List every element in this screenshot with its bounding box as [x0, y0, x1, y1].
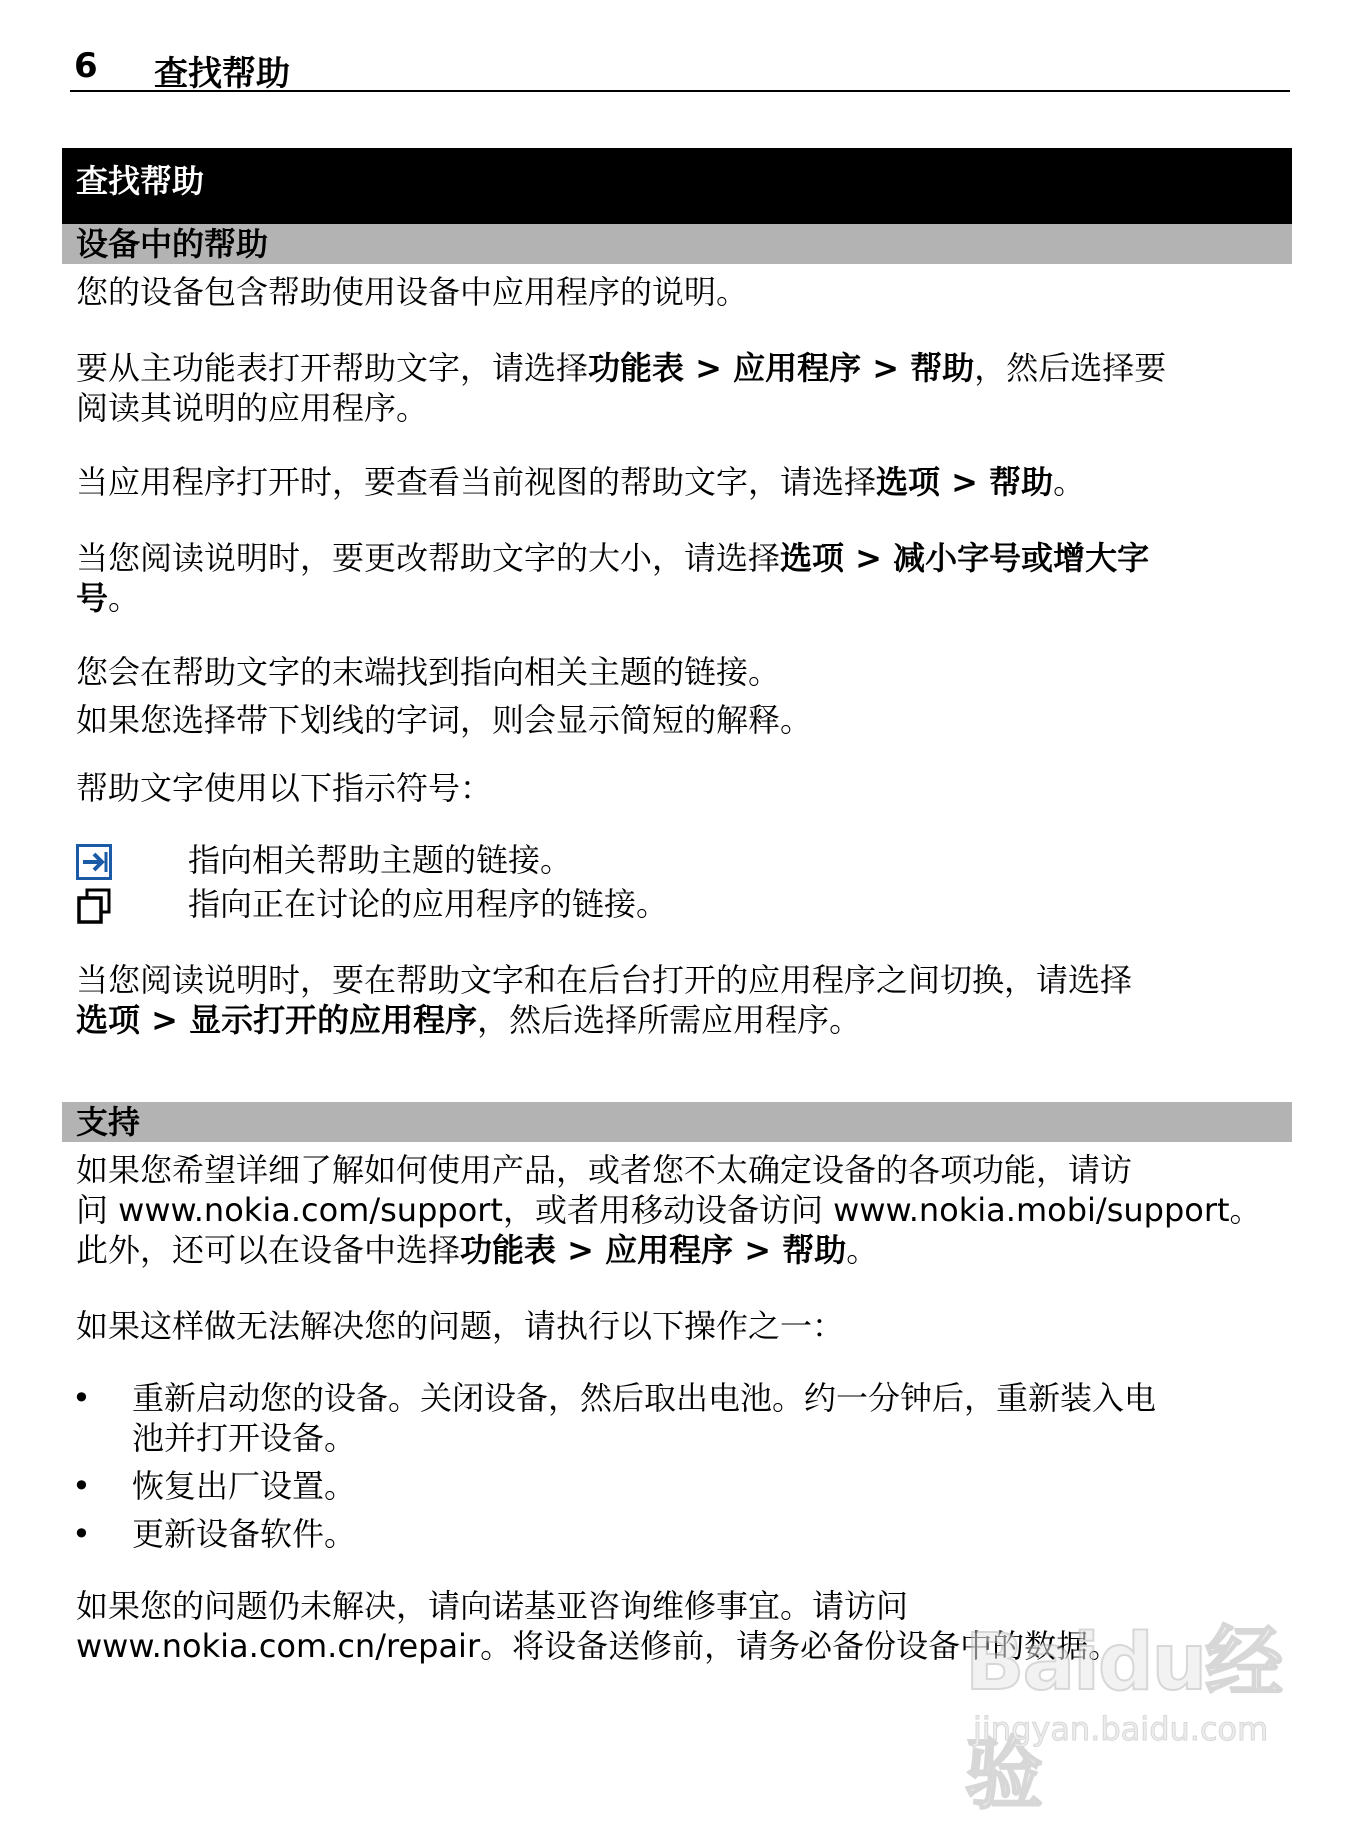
menu-path-item: 功能表 [460, 1231, 557, 1269]
page-header [70, 46, 1290, 92]
paragraph-continuation: 此外，还可以在设备中选择功能表 > 应用程序 > 帮助。 [76, 1231, 879, 1269]
windows-link-icon [76, 888, 112, 924]
paragraph: 当您阅读说明时，要更改帮助文字的大小，请选择选项 > 减小字号或增大字 [76, 539, 1150, 577]
legend-text: 指向正在讨论的应用程序的链接。 [188, 885, 669, 923]
arrow-link-icon [76, 844, 112, 880]
menu-path-item: 帮助 [989, 463, 1054, 501]
paragraph: 要从主功能表打开帮助文字，请选择功能表 > 应用程序 > 帮助，然后选择要 [76, 349, 1167, 387]
chapter-title: 查找帮助 [76, 162, 205, 200]
paragraph-continuation: 问 www.nokia.com/support，或者用移动设备访问 www.nokia.mobi/support。 [76, 1191, 1262, 1229]
list-item: 更新设备软件。 [132, 1515, 357, 1553]
menu-path-item: 选项 [76, 1001, 141, 1039]
menu-path-item: 选项 [780, 539, 845, 577]
menu-path-item: 帮助 [910, 349, 975, 387]
menu-path-item: 增大字 [1053, 539, 1150, 577]
paragraph-continuation: 阅读其说明的应用程序。 [76, 389, 429, 427]
legend-text: 指向相关帮助主题的链接。 [188, 841, 573, 879]
watermark-url: jingyan.baidu.com [973, 1710, 1269, 1748]
paragraph: 当应用程序打开时，要查看当前视图的帮助文字，请选择选项 > 帮助。 [76, 463, 1086, 501]
section-title: 支持 [76, 1103, 141, 1141]
list-item: 恢复出厂设置。 [132, 1467, 357, 1505]
paragraph: 如果您选择带下划线的字词，则会显示简短的解释。 [76, 701, 813, 739]
bullet-symbol: • [72, 1515, 91, 1553]
paragraph: 您的设备包含帮助使用设备中应用程序的说明。 [76, 273, 749, 311]
baidu-watermark [965, 1580, 1295, 1820]
chapter-title-bar [62, 148, 1292, 224]
menu-path-item: 显示打开的应用程序 [189, 1001, 478, 1039]
running-title: 查找帮助 [154, 54, 290, 94]
paragraph: 如果您的问题仍未解决，请向诺基亚咨询维修事宜。请访问 [76, 1587, 909, 1625]
menu-path-item: 功能表 [588, 349, 685, 387]
paragraph-continuation: 号。 [76, 579, 141, 617]
section-heading-support [62, 1102, 1292, 1142]
list-item-continuation: 池并打开设备。 [132, 1419, 357, 1457]
paragraph: 如果您希望详细了解如何使用产品，或者您不太确定设备的各项功能，请访 [76, 1151, 1133, 1189]
paragraph-continuation: www.nokia.com.cn/repair。将设备送修前，请务必备份设备中的数据。 [76, 1627, 1121, 1665]
paragraph: 帮助文字使用以下指示符号： [76, 769, 493, 807]
watermark-logo-text: Baidu经验 [965, 1618, 1282, 1820]
page-number: 6 [74, 46, 98, 86]
section-heading-help-in-device [62, 224, 1292, 264]
menu-path-item: 帮助 [782, 1231, 847, 1269]
paragraph: 您会在帮助文字的末端找到指向相关主题的链接。 [76, 653, 781, 691]
bullet-symbol: • [72, 1467, 91, 1505]
bullet-symbol: • [72, 1379, 91, 1417]
list-item: 重新启动您的设备。关闭设备，然后取出电池。约一分钟后，重新装入电 [132, 1379, 1157, 1417]
paragraph-continuation: 选项 > 显示打开的应用程序，然后选择所需应用程序。 [76, 1001, 862, 1039]
paragraph: 如果这样做无法解决您的问题，请执行以下操作之一： [76, 1307, 845, 1345]
menu-path-item: 减小字号 [893, 539, 1022, 577]
menu-path-item: 选项 [876, 463, 941, 501]
menu-path-item: 应用程序 [733, 349, 862, 387]
paragraph: 当您阅读说明时，要在帮助文字和在后台打开的应用程序之间切换，请选择 [76, 961, 1133, 999]
menu-path-item: 应用程序 [605, 1231, 734, 1269]
section-title: 设备中的帮助 [76, 225, 269, 263]
